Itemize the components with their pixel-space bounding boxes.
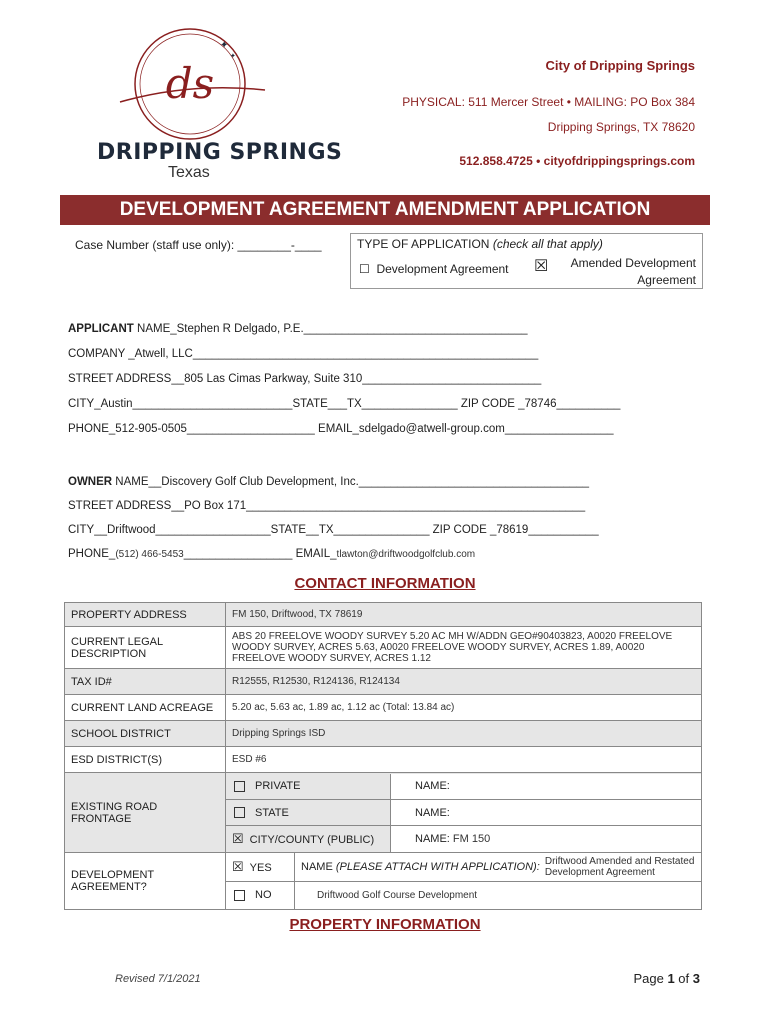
- dev-agreement-yes[interactable]: ☒ YES: [226, 853, 295, 881]
- address-line: PHYSICAL: 511 Mercer Street • MAILING: PO Box 384: [402, 95, 695, 109]
- table-row: [65, 627, 702, 669]
- city-line: Dripping Springs, TX 78620: [547, 120, 695, 134]
- svg-text:✦: ✦: [220, 40, 229, 51]
- city-name: City of Dripping Springs: [545, 58, 695, 73]
- owner-email-value: tlawton@driftwoodgolfclub.com: [336, 549, 476, 560]
- checkbox-empty-icon[interactable]: [234, 807, 245, 818]
- owner-name[interactable]: OWNER NAME__Discovery Golf Club Development, Inc.____________________________________: [68, 476, 590, 488]
- owner-street[interactable]: STREET ADDRESS__PO Box 171_____________________________________________________: [68, 500, 586, 512]
- applicant-street[interactable]: STREET ADDRESS__805 Las Cimas Parkway, Suite 310____________________________: [68, 373, 542, 385]
- checkbox-empty-icon[interactable]: ☐: [359, 262, 370, 276]
- road-private-name[interactable]: NAME:: [411, 774, 701, 800]
- checkbox-checked-icon[interactable]: ☒: [232, 830, 244, 846]
- svg-text:✦: ✦: [230, 52, 236, 60]
- dev-agreement-label: DEVELOPMENT AGREEMENT?: [65, 853, 226, 910]
- page-number: Page 1 of 3: [633, 971, 700, 986]
- table-row: [65, 773, 702, 853]
- svg-text:ds: ds: [165, 59, 215, 108]
- table-row: [65, 603, 702, 627]
- checkbox-checked-icon[interactable]: ☒: [534, 258, 549, 275]
- dev-agreement-name-2[interactable]: Driftwood Golf Course Development: [295, 881, 702, 909]
- contact-information-table: [64, 602, 702, 910]
- applicant-company[interactable]: COMPANY _Atwell, LLC______________________________________________________: [68, 348, 539, 360]
- type-of-application-box: [350, 233, 703, 289]
- amended-development-agreement-option: Amended Development Agreement: [570, 256, 696, 287]
- dev-agreement-no[interactable]: NO: [226, 881, 295, 909]
- property-address-value[interactable]: FM 150, Driftwood, TX 78619: [226, 603, 702, 627]
- dev-agreement-name[interactable]: NAME (PLEASE ATTACH WITH APPLICATION): Driftwood Amended and Restated Development Agreement: [295, 853, 702, 881]
- tax-id-value[interactable]: R12555, R12530, R124136, R124134: [226, 669, 702, 695]
- esd-district-value[interactable]: ESD #6: [226, 747, 702, 773]
- legal-description-label: CURRENT LEGAL DESCRIPTION: [65, 627, 226, 669]
- property-address-label: PROPERTY ADDRESS: [65, 603, 226, 627]
- land-acreage-value[interactable]: 5.20 ac, 5.63 ac, 1.89 ac, 1.12 ac (Total: 13.84 ac): [226, 695, 702, 721]
- road-state-option[interactable]: STATE: [226, 800, 391, 826]
- development-agreement-option[interactable]: ☐ Development Agreement: [359, 262, 509, 276]
- owner-city[interactable]: CITY__Driftwood__________________STATE__TX_______________ ZIP CODE _78619___________: [68, 524, 599, 536]
- applicant-phone-email[interactable]: PHONE_512-905-0505____________________ EMAIL_sdelgado@atwell-group.com_________________: [68, 423, 614, 435]
- table-row: [65, 669, 702, 695]
- school-district-label: SCHOOL DISTRICT: [65, 721, 226, 747]
- table-row: [65, 695, 702, 721]
- form-title: DEVELOPMENT AGREEMENT AMENDMENT APPLICATION: [60, 195, 710, 225]
- contact-information-heading: CONTACT INFORMATION: [294, 575, 476, 592]
- contact-line: 512.858.4725 • cityofdrippingsprings.com: [459, 154, 695, 168]
- school-district-value[interactable]: Dripping Springs ISD: [226, 721, 702, 747]
- land-acreage-label: CURRENT LAND ACREAGE: [65, 695, 226, 721]
- table-row: [65, 747, 702, 773]
- checkbox-checked-icon[interactable]: ☒: [232, 858, 244, 874]
- road-county-name[interactable]: NAME: FM 150: [411, 826, 701, 852]
- road-state-name[interactable]: NAME:: [411, 800, 701, 826]
- legal-description-value[interactable]: ABS 20 FREELOVE WOODY SURVEY 5.20 AC MH W/ADDN GEO#90403823, A0020 FREELOVE WOODY SURVEY, ACRES 5.63, A0020 FREELOVE WOODY SURVEY, ACRES 1.89, A0020 FREELOVE WOODY SURVEY, ACRES 1.12: [226, 627, 702, 669]
- owner-phone-value: (512) 466-5453: [115, 549, 184, 560]
- road-frontage-label: EXISTING ROAD FRONTAGE: [65, 773, 226, 853]
- road-private-option[interactable]: PRIVATE: [226, 774, 391, 800]
- owner-phone-email[interactable]: PHONE_(512) 466-5453_________________ EMAIL_tlawton@driftwoodgolfclub.com: [68, 548, 476, 560]
- logo-subtitle: Texas: [168, 164, 210, 181]
- applicant-city[interactable]: CITY_Austin_________________________STATE___TX_______________ ZIP CODE _78746__________: [68, 398, 621, 410]
- checkbox-empty-icon[interactable]: [234, 781, 245, 792]
- applicant-name[interactable]: APPLICANT NAME_Stephen R Delgado, P.E.___________________________________: [68, 323, 528, 335]
- logo-wordmark: DRIPPING SPRINGS: [97, 140, 343, 165]
- case-number: Case Number (staff use only): ________-____: [75, 238, 322, 252]
- table-row: [65, 853, 702, 910]
- checkbox-empty-icon[interactable]: [234, 890, 245, 901]
- esd-district-label: ESD DISTRICT(S): [65, 747, 226, 773]
- revised-date: Revised 7/1/2021: [115, 973, 201, 985]
- property-information-heading: PROPERTY INFORMATION: [289, 916, 481, 933]
- logo-circle-icon: [90, 24, 290, 144]
- road-county-option[interactable]: ☒ CITY/COUNTY (PUBLIC): [226, 826, 391, 852]
- type-of-application-label: TYPE OF APPLICATION (check all that apply): [357, 237, 603, 251]
- tax-id-label: TAX ID#: [65, 669, 226, 695]
- table-row: [65, 721, 702, 747]
